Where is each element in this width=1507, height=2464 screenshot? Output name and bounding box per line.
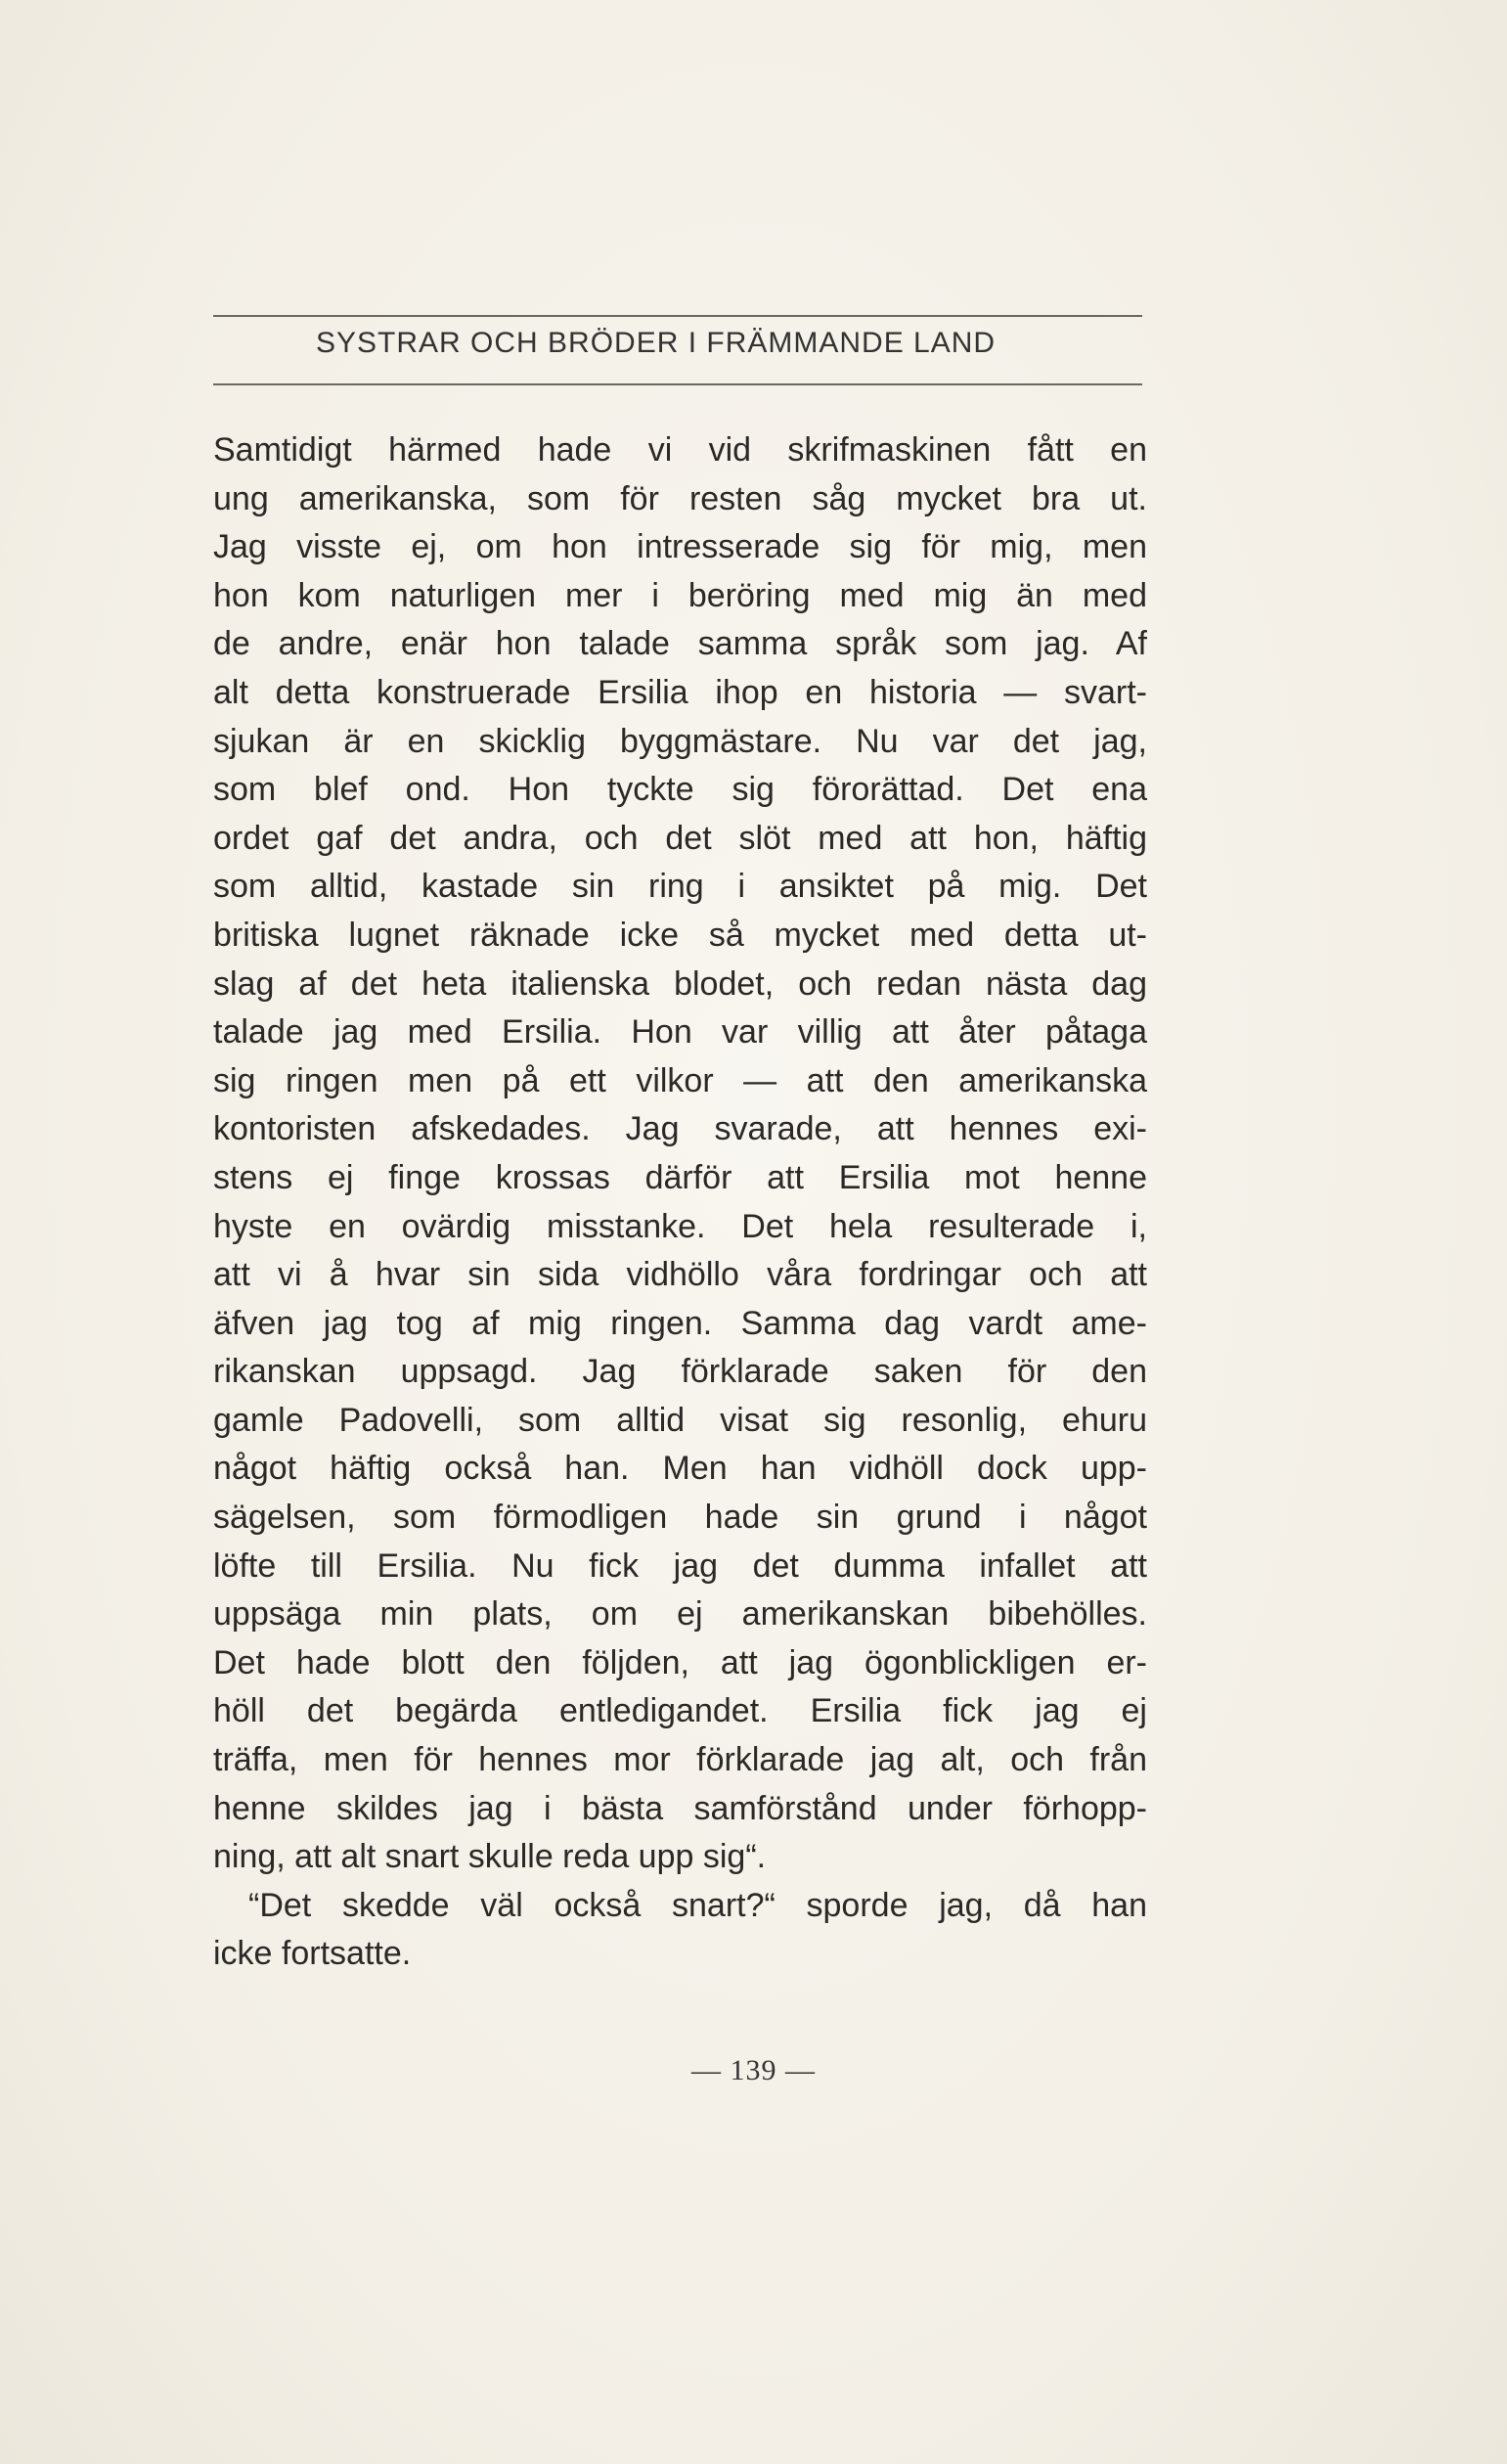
text-line: talade jag med Ersilia. Hon var villig att åter påtaga (213, 1013, 1147, 1052)
text-line: träffa, men för hennes mor förklarade jag alt, och från (213, 1741, 1147, 1779)
text-line: britiska lugnet räknade icke så mycket med detta ut- (213, 916, 1147, 954)
text-line: henne skildes jag i bästa samförstånd under förhopp- (213, 1789, 1147, 1827)
text-line: slag af det heta italienska blodet, och redan nästa dag (213, 964, 1147, 1003)
text-line: som blef ond. Hon tyckte sig förorättad. Det ena (213, 771, 1147, 809)
text-line: de andre, enär hon talade samma språk som jag. Af (213, 625, 1147, 663)
text-line: ning, att alt snart skulle reda upp sig“. (213, 1838, 767, 1876)
text-line: sägelsen, som förmodligen hade sin grund i något (213, 1499, 1147, 1537)
text-line: sjukan är en skicklig byggmästare. Nu var det jag, (213, 722, 1147, 760)
text-line: Jag visste ej, om hon intresserade sig för mig, men (213, 528, 1147, 566)
text-line: ung amerikanska, som för resten såg mycket bra ut. (213, 479, 1147, 517)
text-line: hon kom naturligen mer i beröring med mig än med (213, 576, 1147, 614)
text-line: som alltid, kastade sin ring i ansiktet på mig. Det (213, 868, 1147, 906)
text-line: uppsäga min plats, om ej amerikanskan bibehölles. (213, 1595, 1147, 1634)
text-line: stens ej finge krossas därför att Ersilia mot henne (213, 1158, 1147, 1196)
text-line: gamle Padovelli, som alltid visat sig resonlig, ehuru (213, 1401, 1147, 1439)
text-line: Samtidigt härmed hade vi vid skrifmaskinen fått en (213, 431, 1147, 469)
text-line: sig ringen men på ett vilkor — att den amerikanska (213, 1061, 1147, 1099)
text-line: icke fortsatte. (213, 1935, 412, 1973)
text-line: höll det begärda entledigandet. Ersilia fick jag ej (213, 1692, 1147, 1730)
text-line: ordet gaf det andra, och det slöt med att hon, häftig (213, 819, 1147, 857)
running-title: SYSTRAR OCH BRÖDER I FRÄMMANDE LAND (316, 327, 997, 359)
text-line: rikanskan uppsagd. Jag förklarade saken för den (213, 1353, 1147, 1391)
text-line: Det hade blott den följden, att jag ögonblickligen er- (213, 1643, 1147, 1681)
text-line: kontoristen afskedades. Jag svarade, att hennes exi- (213, 1110, 1147, 1148)
running-head (213, 315, 1142, 385)
text-line: alt detta konstruerade Ersilia ihop en historia — svart- (213, 673, 1147, 711)
text-line: “Det skedde väl också snart?“ sporde jag, då han (248, 1886, 1147, 1924)
body-text (213, 426, 1147, 1979)
text-line: hyste en ovärdig misstanke. Det hela resulterade i, (213, 1207, 1147, 1245)
text-line: löfte till Ersilia. Nu fick jag det dumma infallet att (213, 1546, 1147, 1585)
text-line: att vi å hvar sin sida vidhöllo våra fordringar och att (213, 1256, 1147, 1294)
text-line: något häftig också han. Men han vidhöll dock upp- (213, 1450, 1147, 1488)
page-number: — 139 — (691, 2054, 816, 2086)
text-line: äfven jag tog af mig ringen. Samma dag vardt ame- (213, 1304, 1147, 1342)
